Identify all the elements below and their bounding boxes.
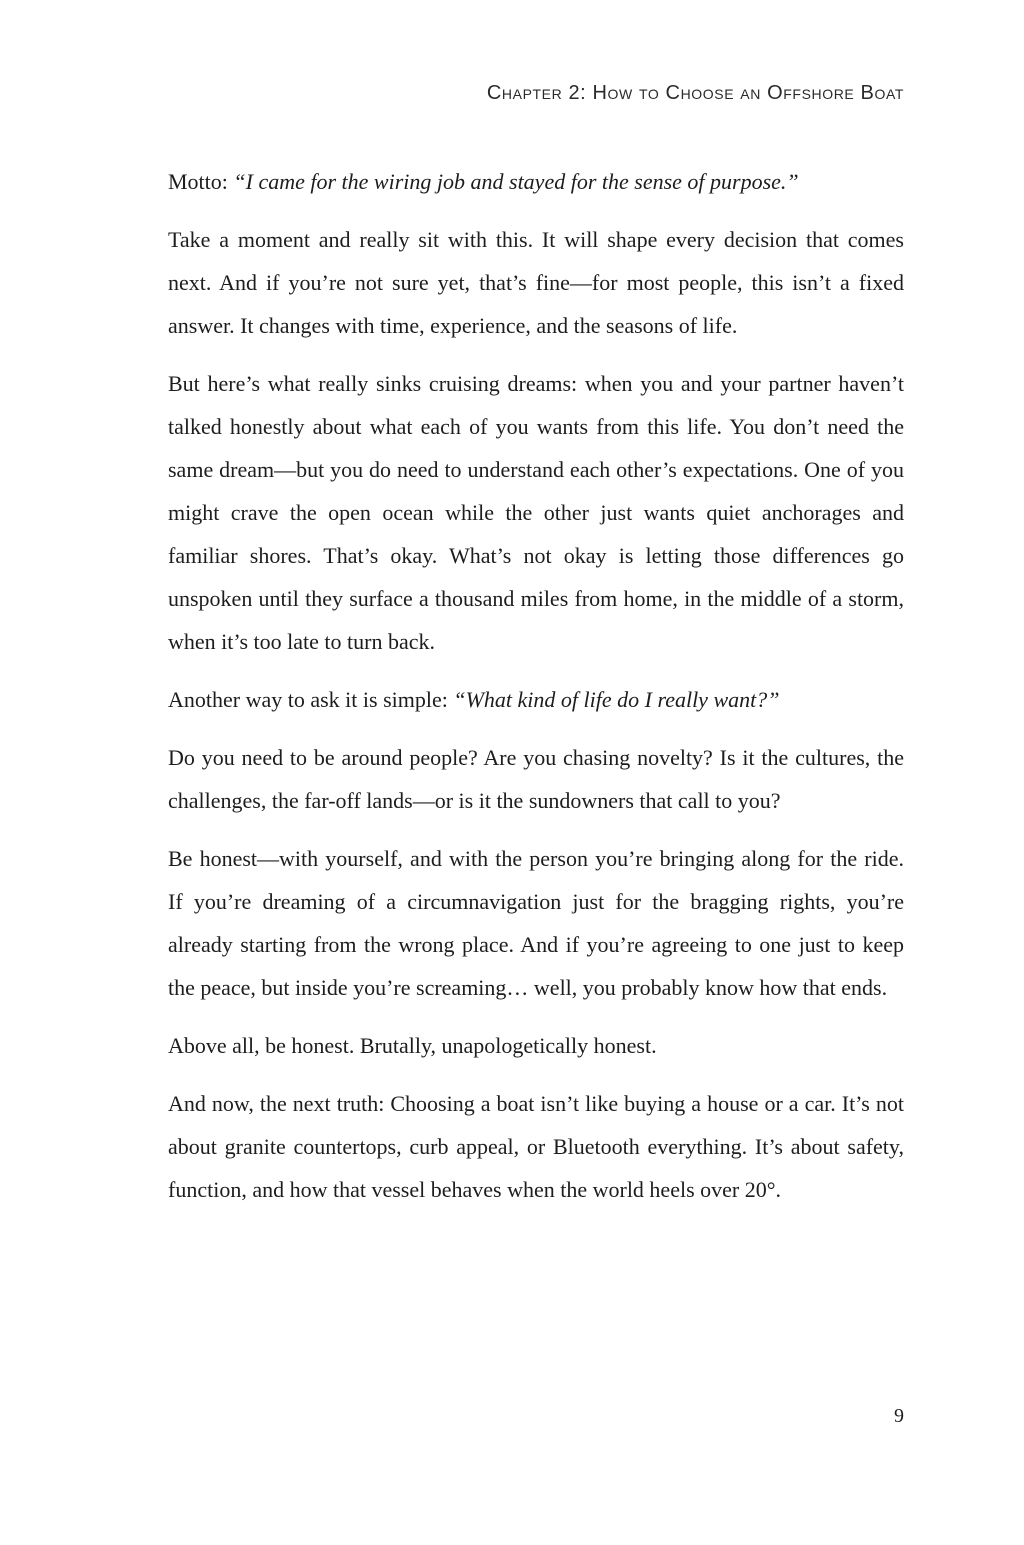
paragraph xyxy=(168,160,904,203)
body-text xyxy=(168,160,904,1226)
running-head-chapter-title: Chapter 2: How to Choose an Offshore Boat xyxy=(486,82,904,104)
paragraph: Above all, be honest. Brutally, unapologetically honest. xyxy=(168,1033,657,1058)
paragraph-italic-quote: “I came for the wiring job and stayed for the sense of purpose.” xyxy=(233,169,799,194)
paragraph-italic-quote: “What kind of life do I really want?” xyxy=(453,687,780,712)
paragraph: But here’s what really sinks cruising dreams: when you and your partner haven’t talked honestly about what each of you wants from this life. You don’t need the same dream—but you do need to understand each other’s expectations. One of you might crave the open ocean while the other just wants quiet anchorages and familiar shores. That’s okay. What’s not okay is letting those differences go unspoken until they surface a thousand miles from home, in the middle of a storm, when it’s too late to turn back. xyxy=(168,371,904,654)
paragraph-lead-text: Another way to ask it is simple: xyxy=(168,687,454,712)
paragraph: And now, the next truth: Choosing a boat isn’t like buying a house or a car. It’s not about granite countertops, curb appeal, or Bluetooth everything. It’s about safety, function, and how that vessel behaves when the world heels over 20°. xyxy=(168,1091,904,1202)
paragraph: Take a moment and really sit with this. It will shape every decision that comes next. And if you’re not sure yet, that’s fine—for most people, this isn’t a fixed answer. It changes with time, experience, and the seasons of life. xyxy=(168,227,904,338)
page-number: 9 xyxy=(894,1405,904,1427)
paragraph xyxy=(168,678,904,721)
paragraph-lead-text: Motto: xyxy=(168,169,234,194)
paragraph: Do you need to be around people? Are you chasing novelty? Is it the cultures, the challenges, the far-off lands—or is it the sundowners that call to you? xyxy=(168,745,904,813)
paragraph: Be honest—with yourself, and with the person you’re bringing along for the ride. If you’re dreaming of a circumnavigation just for the bragging rights, you’re already starting from the wrong place. And if you’re agreeing to one just to keep the peace, but inside you’re screaming… well, you probably know how that ends. xyxy=(168,846,904,1000)
